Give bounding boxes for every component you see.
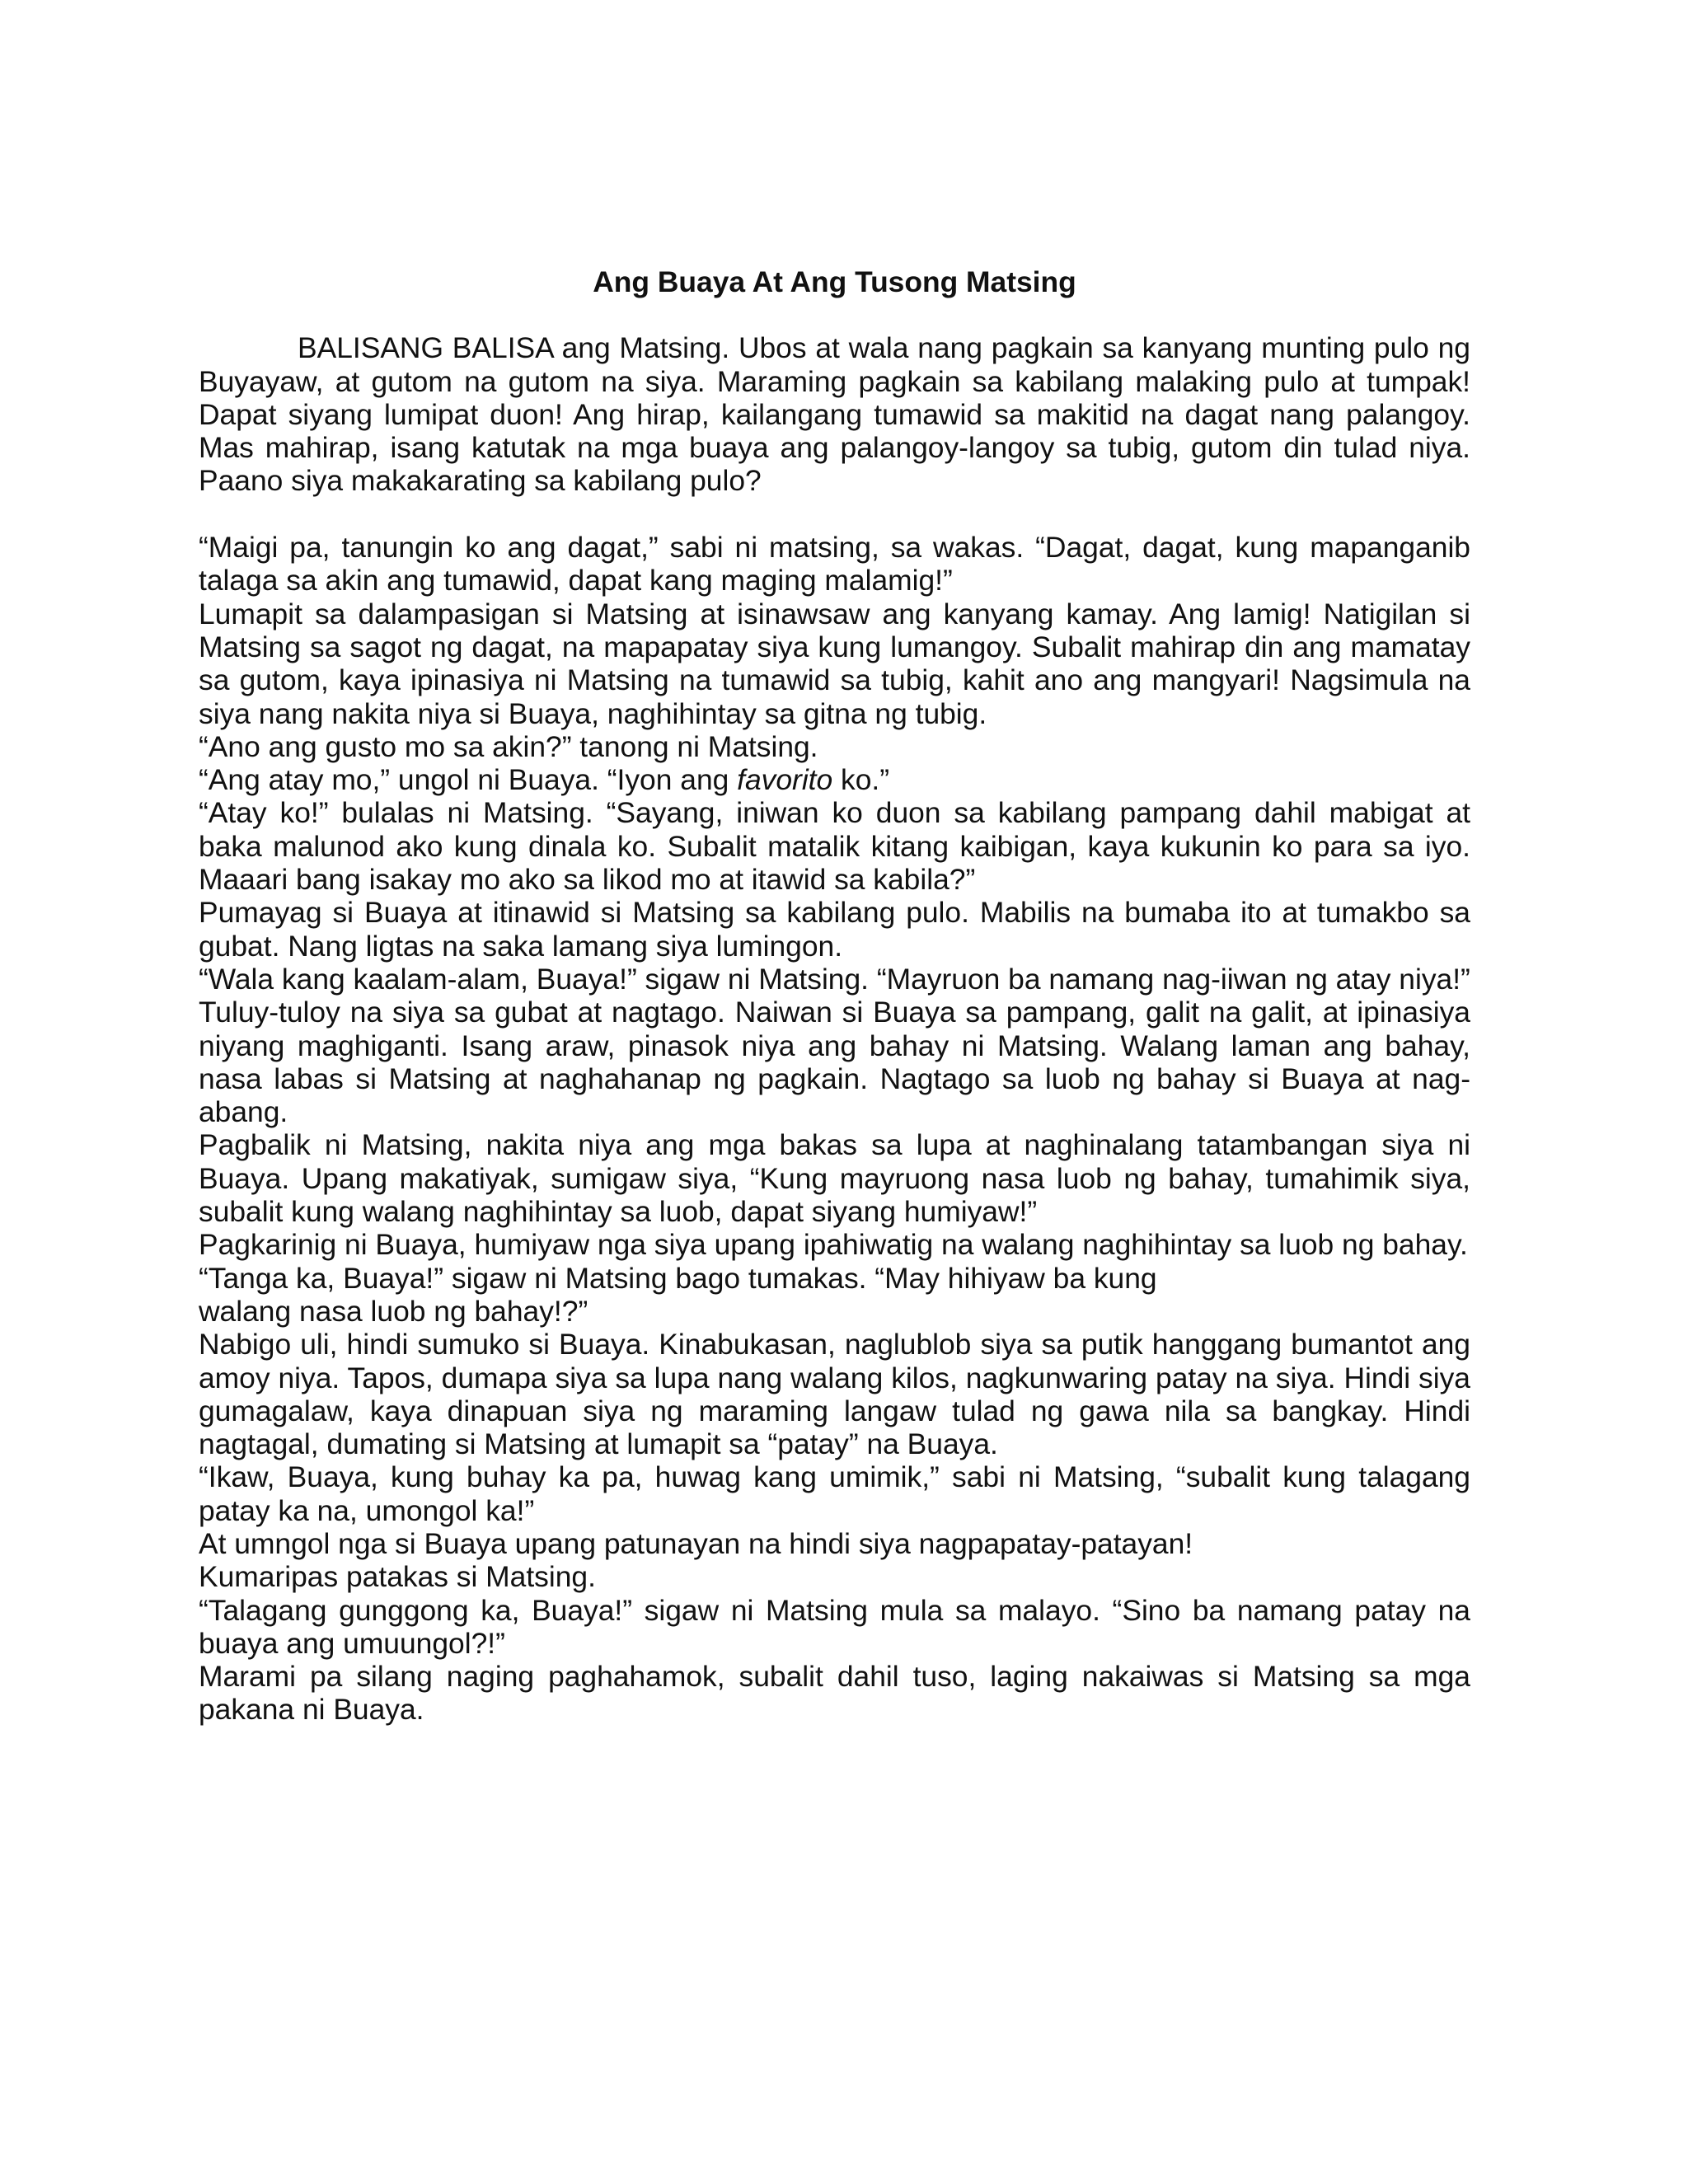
text-run: “Ang atay mo,” ungol ni Buaya. “Iyon ang [199, 763, 738, 797]
paragraph: “Talagang gunggong ka, Buaya!” sigaw ni Matsing mula sa malayo. “Sino ba namang patay na buaya ang umuungol?!” [199, 1593, 1470, 1660]
paragraph: “Ikaw, Buaya, kung buhay ka pa, huwag kang umimik,” sabi ni Matsing, “subalit kung talagang patay ka na, umongol ka!” [199, 1460, 1470, 1527]
paragraph [199, 763, 1470, 796]
paragraph: Tuluy-tuloy na siya sa gubat at nagtago. Naiwan si Buaya sa pampang, galit na galit, at ipinasiya niyang maghiganti. Isang araw, pinasok niya ang bahay ni Matsing. Walang laman ang bahay, nasa labas si Matsing at naghahanap ng pagkain. Nagtago sa luob ng bahay si Buaya at nag-abang. [199, 996, 1470, 1129]
paragraph: Marami pa silang naging paghahamok, subalit dahil tuso, laging nakaiwas si Matsing sa mga pakana ni Buaya. [199, 1660, 1470, 1727]
paragraph: “Ano ang gusto mo sa akin?” tanong ni Matsing. [199, 729, 818, 763]
paragraph: “Tanga ka, Buaya!” sigaw ni Matsing bago tumakas. “May hihiyaw ba kung [199, 1261, 1157, 1295]
document-body [199, 265, 1470, 1727]
paragraph: BALISANG BALISA ang Matsing. Ubos at wala nang pagkain sa kanyang munting pulo ng Buyayaw, at gutom na gutom na siya. Maraming pagkain sa kabilang malaking pulo at tumpak! Dapat siyang lumipat duon! Ang hirap, kailangang tumawid sa makitid na dagat nang palangoy. Mas mahirap, isang katutak na mga buaya ang palangoy-langoy sa tubig, gutom din tulad niya. Paano siya makakarating sa kabilang pulo? [199, 331, 1470, 498]
paragraph: Kumaripas patakas si Matsing. [199, 1560, 596, 1594]
paragraph: Lumapit sa dalampasigan si Matsing at isinawsaw ang kanyang kamay. Ang lamig! Natigilan si Matsing sa sagot ng dagat, na mapapatay siya kung lumangoy. Subalit mahirap din ang mamatay sa gutom, kaya ipinasiya ni Matsing na tumawid sa tubig, kahit ano ang mangyari! Nagsimula na siya nang nakita niya si Buaya, naghihintay sa gitna ng tubig. [199, 597, 1470, 730]
text-run: ko.” [832, 763, 890, 797]
paragraph: Nabigo uli, hindi sumuko si Buaya. Kinabukasan, naglublob siya sa putik hanggang bumantot ang amoy niya. Tapos, dumapa siya sa lupa nang walang kilos, nagkunwaring patay na siya. Hindi siya gumagalaw, kaya dinapuan siya ng maraming langaw tulad ng gawa nila sa bangkay. Hindi nagtagal, dumating si Matsing at lumapit sa “patay” na Buaya. [199, 1328, 1470, 1461]
paragraph: “Atay ko!” bulalas ni Matsing. “Sayang, iniwan ko duon sa kabilang pampang dahil mabigat at baka malunod ako kung dinala ko. Subalit matalik kitang kaibigan, kaya kukunin ko para sa iyo. Maaari bang isakay mo ako sa likod mo at itawid sa kabila?” [199, 796, 1470, 897]
paragraph: “Maigi pa, tanungin ko ang dagat,” sabi ni matsing, sa wakas. “Dagat, dagat, kung mapanganib talaga sa akin ang tumawid, dapat kang maging malamig!” [199, 531, 1470, 598]
paragraph: Pagbalik ni Matsing, nakita niya ang mga bakas sa lupa at naghinalang tatambangan siya ni Buaya. Upang makatiyak, sumigaw siya, “Kung mayruong nasa luob ng bahay, tumahimik siya, subalit kung walang naghihintay sa luob, dapat siyang humiyaw!” [199, 1128, 1470, 1229]
paragraph: Pumayag si Buaya at itinawid si Matsing sa kabilang pulo. Mabilis na bumaba ito at tumakbo sa gubat. Nang ligtas na saka lamang siya lumingon. [199, 896, 1470, 963]
paragraph: walang nasa luob ng bahay!?” [199, 1294, 588, 1328]
italic-text: favorito [737, 763, 833, 797]
paragraph: Pagkarinig ni Buaya, humiyaw nga siya upang ipahiwatig na walang naghihintay sa luob ng bahay. [199, 1228, 1468, 1262]
document-title: Ang Buaya At Ang Tusong Matsing [593, 265, 1076, 298]
paragraph: “Wala kang kaalam-alam, Buaya!” sigaw ni Matsing. “Mayruon ba namang nag-iiwan ng atay niya!” [199, 962, 1470, 996]
paragraph: At umngol nga si Buaya upang patunayan na hindi siya nagpapatay-patayan! [199, 1526, 1193, 1560]
